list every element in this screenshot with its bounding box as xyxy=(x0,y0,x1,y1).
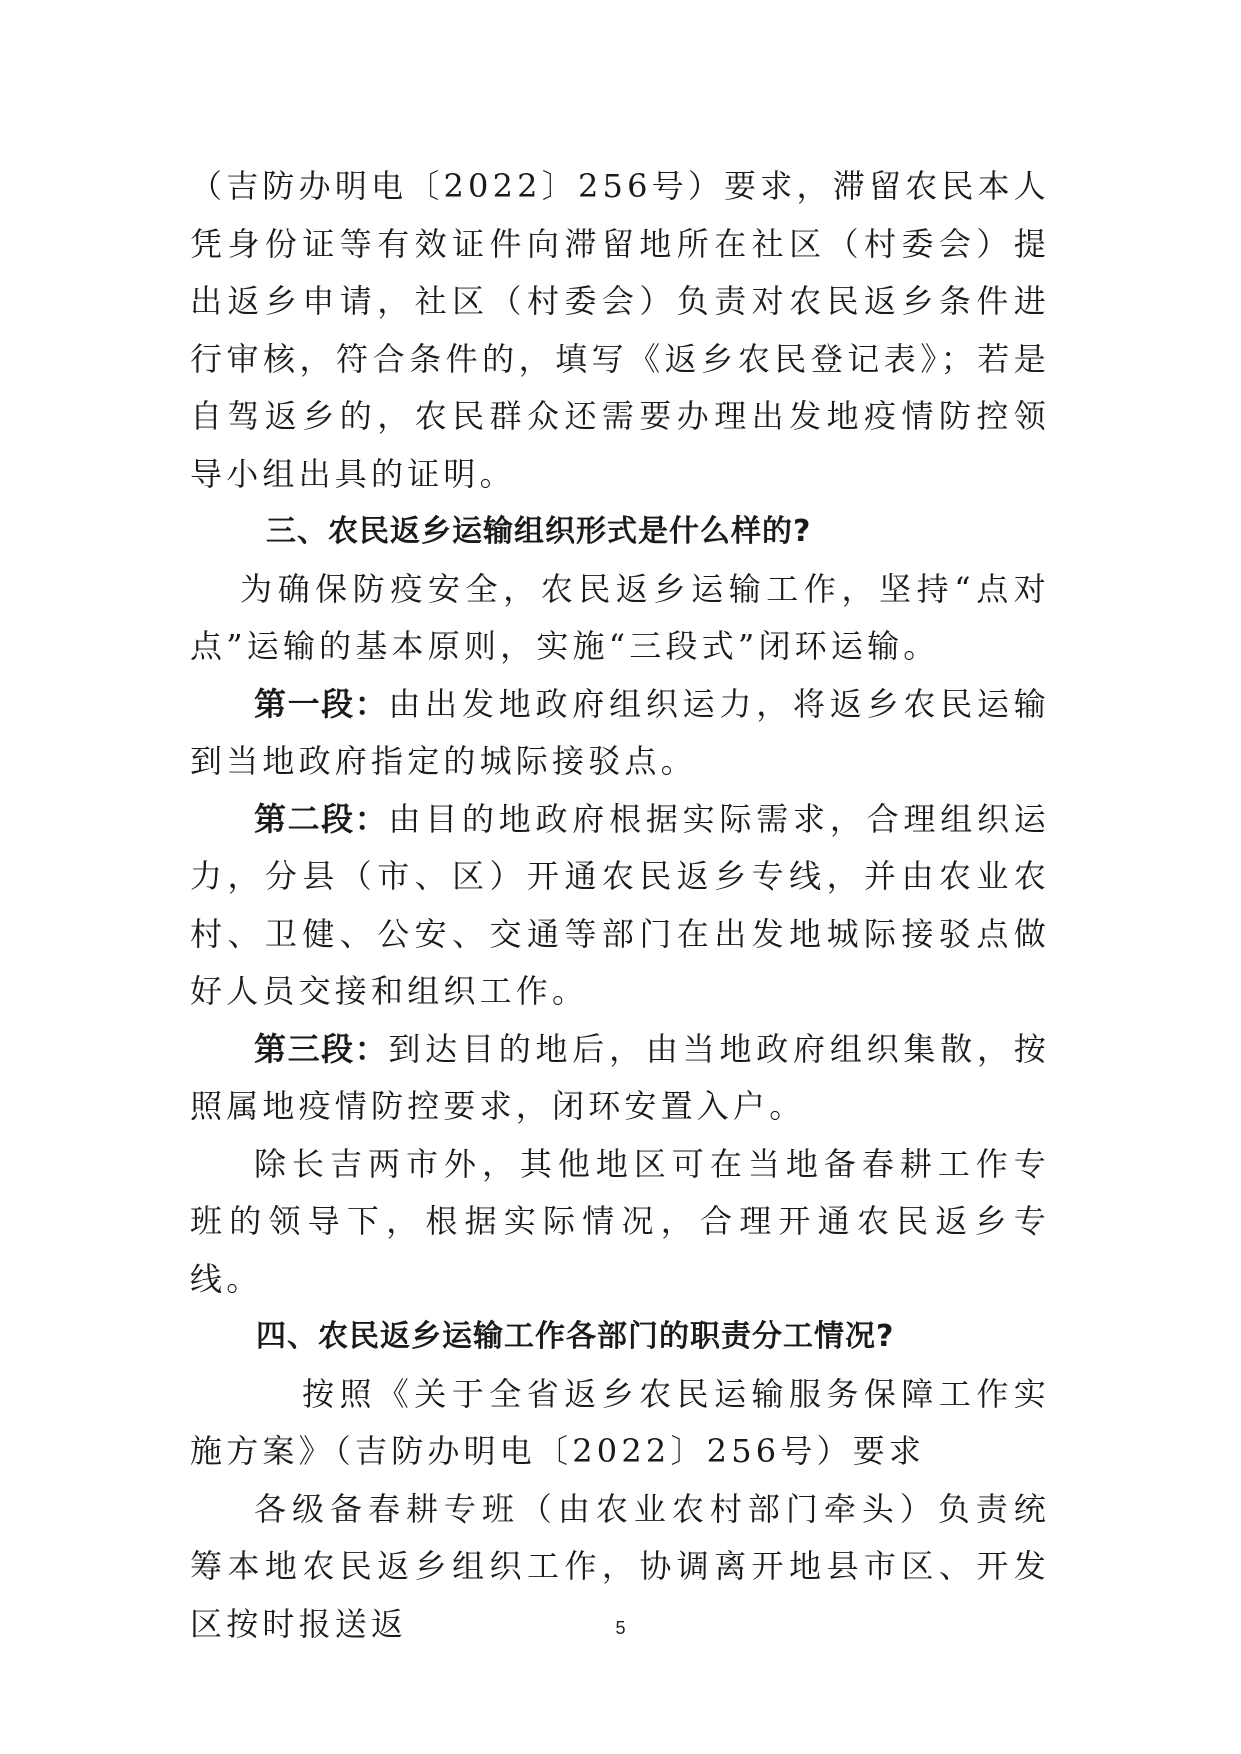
paragraph-spring-plowing: 各级备春耕专班（由农业农村部门牵头）负责统筹本地农民返乡组织工作，协调离开地县市区、开发区按时报送返 xyxy=(190,1489,1050,1643)
paragraph-stage-3 xyxy=(190,1021,1050,1136)
stage-1-label: 第一段： xyxy=(254,684,389,723)
stage-3-label: 第三段： xyxy=(254,1029,389,1068)
paragraph-intro: （吉防办明电〔2022〕256号）要求，滞留农民本人凭身份证等有效证件向滞留地所在社区（村委会）提出返乡申请，社区（村委会）负责对农民返乡条件进行审核，符合条件的，填写《返乡农民登记表》；若是自驾返乡的，农民群众还需要办理出发地疫情防控领导小组出具的证明。 xyxy=(190,167,1050,493)
stage-3-text: 到达目的地后，由当地政府组织集散，按照属地疫情防控要求，闭环安置入户。 xyxy=(190,1029,1050,1125)
stage-2-label: 第二段： xyxy=(254,799,389,838)
section-heading-4: 四、农民返乡运输工作各部门的职责分工情况? xyxy=(256,1319,895,1354)
document-body xyxy=(190,158,1050,1653)
paragraph-stage-1 xyxy=(190,676,1050,791)
paragraph-principle: 为确保防疫安全，农民返乡运输工作，坚持“点对点”运输的基本原则，实施“三段式”闭环运输。 xyxy=(190,569,1050,665)
stage-2-text: 由目的地政府根据实际需求，合理组织运力，分县（市、区）开通农民返乡专线，并由农业农村、卫健、公安、交通等部门在出发地城际接驳点做好人员交接和组织工作。 xyxy=(190,799,1050,1010)
paragraph-other-regions: 除长吉两市外，其他地区可在当地备春耕工作专班的领导下，根据实际情况，合理开通农民返乡专线。 xyxy=(190,1144,1050,1298)
paragraph-plan: 按照《关于全省返乡农民运输服务保障工作实施方案》（吉防办明电〔2022〕256号）要求 xyxy=(190,1374,1050,1470)
section-heading-3: 三、农民返乡运输组织形式是什么样的? xyxy=(266,514,812,549)
paragraph-stage-2 xyxy=(190,791,1050,1021)
page-number: 5 xyxy=(615,1618,626,1638)
stage-1-text: 由出发地政府组织运力，将返乡农民运输到当地政府指定的城际接驳点。 xyxy=(190,684,1050,780)
